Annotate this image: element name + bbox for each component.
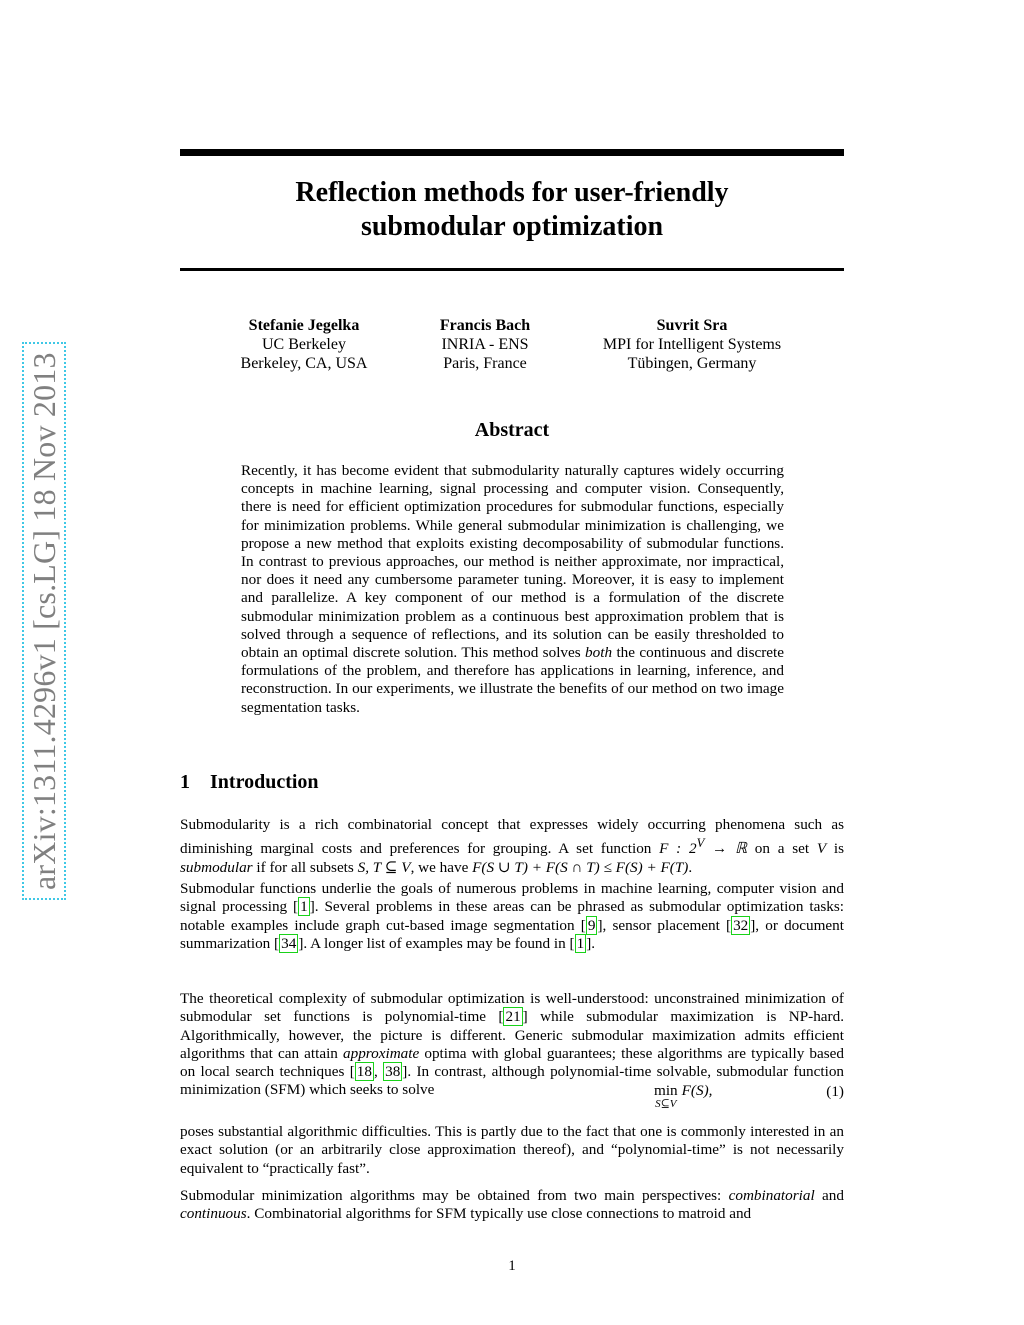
section-title: Introduction — [210, 771, 319, 793]
emphasis: approximate — [343, 1044, 420, 1062]
author-name: Francis Bach — [439, 317, 531, 334]
emphasis: continuous — [180, 1205, 247, 1223]
abstract-heading: Abstract — [474, 419, 550, 441]
text-run: is — [826, 840, 844, 858]
author-location: Berkeley, CA, USA — [240, 355, 368, 372]
paragraph-2 — [180, 880, 844, 953]
text-run: , — [373, 1063, 384, 1081]
citation-link[interactable]: 1 — [300, 898, 308, 916]
paragraph-4: poses substantial algorithmic difficulties. This is partly due to the fact that one is commonly interested in an exact solution (or an arbitrarily close approximation thereof), and “polynomial-time” is not necessarily equivalent to “practically fast”. — [180, 1123, 844, 1177]
math-inline: S, T ⊆ V — [357, 858, 411, 876]
text-run: The theoretical complexity of submodular optimization is well-understood: unconstrained minimization of submodular set functions is polynomial-time [ — [180, 990, 844, 1026]
author-2 — [405, 316, 565, 373]
text-run: Submodularity is a rich combinatorial concept that expresses widely occurring phenomena such as diminishing marginal costs and preferences for grouping. A set function — [180, 816, 844, 858]
equation-number: (1) — [826, 1083, 844, 1100]
equation-body — [654, 1082, 712, 1110]
text-run: ]. Several problems in these areas can be phrased as submodular optimization tasks: notable examples include graph cut-based image segmentation [ — [180, 898, 844, 934]
text-run: Submodular functions underlie the goals of numerous problems in machine learning, computer vision and signal processing [ — [180, 880, 844, 916]
citation-link[interactable]: 18 — [356, 1063, 372, 1081]
math-inline — [659, 836, 748, 858]
title-line-1: Reflection methods for user-friendly — [295, 177, 729, 208]
text-run: ], sensor placement [ — [597, 916, 732, 934]
author-affiliation: MPI for Intelligent Systems — [602, 336, 782, 353]
text-run: on a set — [747, 840, 817, 858]
section-number: 1 — [180, 771, 190, 793]
page-number: 1 — [508, 1258, 516, 1274]
abstract-text-b: the continuous and discrete formulations of the problem, and therefore has applications in learning, inference, and reconstruction. In our experiments, we illustrate the benefits of our method on two image segmentation tasks. — [241, 644, 784, 716]
author-3 — [582, 316, 802, 373]
paragraph-5 — [180, 1187, 844, 1224]
min-operator: min — [654, 1082, 678, 1099]
text-run: if for all subsets — [252, 858, 358, 876]
min-subscript: S⊆V — [655, 1098, 677, 1110]
equation-min-operator — [654, 1082, 678, 1110]
math-run: F : 2 — [659, 840, 697, 858]
author-location: Tübingen, Germany — [627, 355, 757, 372]
abstract-text-a: Recently, it has become evident that submodularity naturally captures widely occurring concepts in machine learning, signal processing and computer vision. Consequently, there is need for efficient optimization procedures for submodular functions, especially for minimization problems. While general submodular minimization is challenging, we propose a new method that exploits existing decomposability of submodular functions. In contrast to previous approaches, our method is neither approximate, nor impractical, nor does it need any cumbersome parameter tuning. Moreover, it is easy to implement and parallelize. A key component of our method is a formulation of the discrete submodular minimization problem as a continuous best approximation problem that is solved through a sequence of reflections, and its solution can be easily thresholded to obtain an optimal discrete solution. This method solves — [241, 462, 784, 662]
citation-link[interactable]: 38 — [385, 1063, 401, 1081]
citation-link[interactable]: 21 — [505, 1008, 521, 1026]
math-inline: V — [816, 840, 827, 858]
author-location: Paris, France — [443, 355, 527, 372]
text-run: ] while submodular maximization is NP-hard. Algorithmically, however, the picture is different. Generic submodular maximization admits efficient algorithms that can attain — [180, 1008, 844, 1062]
text-run: ]. A longer list of examples may be found in [ — [298, 934, 575, 952]
text-run: Submodular minimization algorithms may be obtained from two main perspectives: — [180, 1187, 729, 1204]
paper-title — [180, 176, 844, 244]
text-run: . Combinatorial algorithms for SFM typically use close connections to matroid and — [246, 1205, 752, 1223]
author-affiliation: UC Berkeley — [262, 336, 346, 353]
author-name: Suvrit Sra — [656, 317, 728, 334]
abstract-emphasis: both — [585, 644, 613, 662]
author-affiliation: INRIA - ENS — [441, 336, 529, 353]
citation-link[interactable]: 32 — [733, 916, 749, 934]
math-inline: F(S ∪ T) + F(S ∩ T) ≤ F(S) + F(T) — [472, 858, 689, 876]
math-superscript: V — [696, 836, 705, 851]
equation-1 — [180, 1082, 844, 1118]
text-run: and — [814, 1187, 844, 1204]
emphasis: submodular — [180, 858, 253, 876]
text-run: ], or document summarization [ — [180, 916, 844, 952]
text-run: . — [688, 858, 693, 876]
title-line-2: submodular optimization — [360, 211, 664, 242]
citation-link[interactable]: 9 — [587, 916, 596, 934]
text-run: ]. In contrast, although polynomial-time solvable, submodular function minimization (SFM) which seeks to solve — [180, 1063, 845, 1099]
text-run: , we have — [410, 858, 473, 876]
citation-link[interactable]: 34 — [281, 934, 297, 952]
title-rule-bottom — [180, 268, 844, 271]
author-name: Stefanie Jegelka — [248, 317, 360, 334]
paragraph-1 — [180, 816, 844, 877]
author-1 — [204, 316, 404, 373]
emphasis: combinatorial — [728, 1187, 815, 1204]
abstract-body — [241, 462, 784, 717]
text-run: ]. — [586, 934, 596, 952]
arxiv-stamp[interactable]: arXiv:1311.4296v1 [cs.LG] 18 Nov 2013 — [22, 342, 66, 900]
math-run: → ℝ — [704, 840, 748, 858]
title-rule-top — [180, 149, 844, 156]
text-run: optima with global guarantees; these algorithms are typically based on local search techniques [ — [180, 1044, 844, 1081]
section-heading-introduction — [180, 771, 319, 794]
citation-link[interactable]: 1 — [576, 934, 585, 952]
equation-function: F(S), — [681, 1082, 713, 1099]
